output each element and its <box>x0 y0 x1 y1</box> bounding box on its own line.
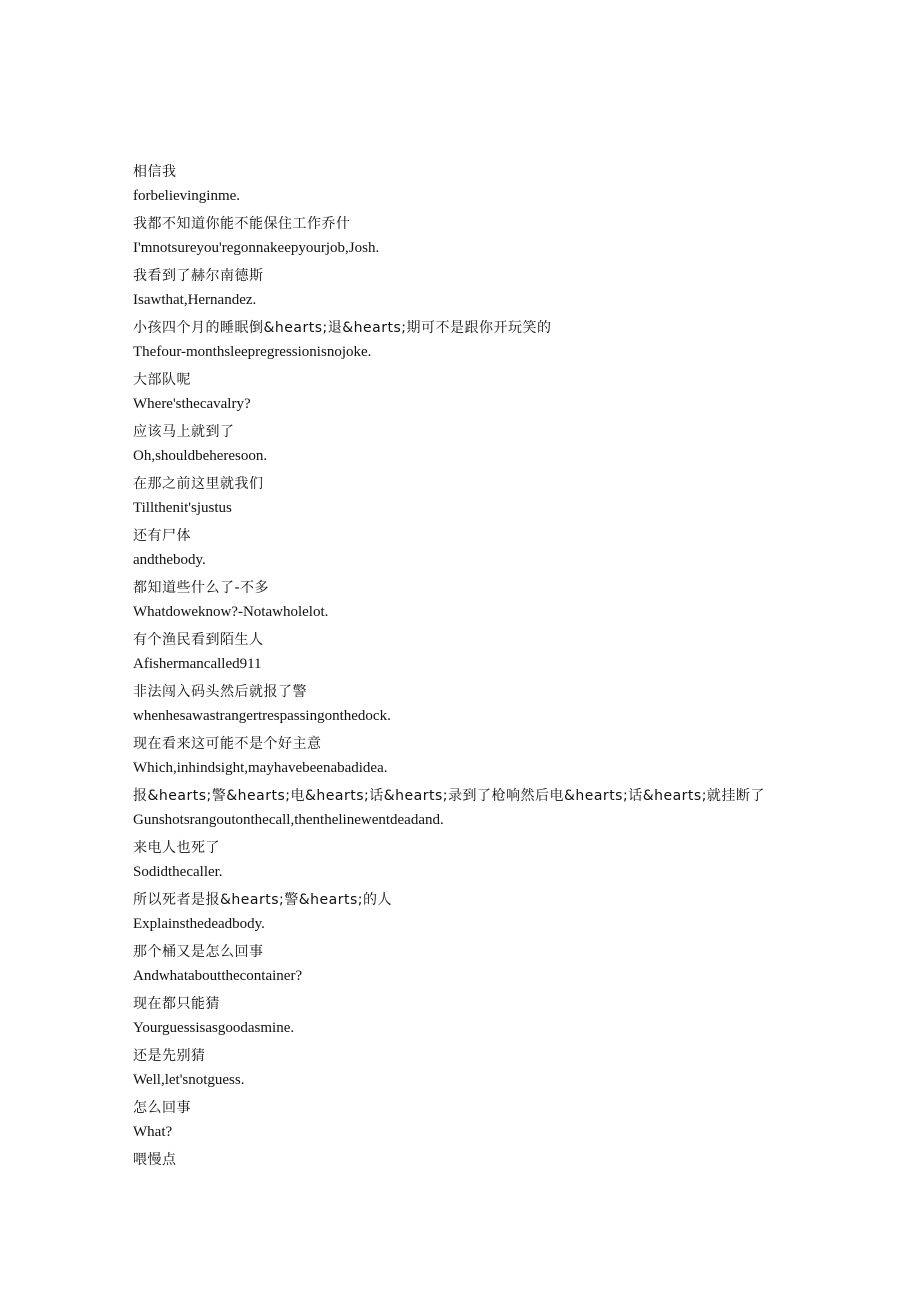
english-subtitle-line: Gunshotsrangoutonthecall,thenthelinewentdeadand. <box>133 812 444 828</box>
chinese-subtitle-line: 所以死者是报&hearts;警&hearts;的人 <box>133 892 392 908</box>
english-subtitle-line: Well,let'snotguess. <box>133 1072 245 1088</box>
english-subtitle-line: andthebody. <box>133 552 206 568</box>
chinese-subtitle-line: 我都不知道你能不能保住工作乔什 <box>133 216 351 232</box>
chinese-subtitle-line: 大部队呢 <box>133 372 191 388</box>
chinese-subtitle-line: 应该马上就到了 <box>133 424 235 440</box>
chinese-subtitle-line: 现在看来这可能不是个好主意 <box>133 736 322 752</box>
english-subtitle-line: Afishermancalled911 <box>133 656 262 672</box>
subtitle-lines <box>133 160 893 1172</box>
english-subtitle-line: Sodidthecaller. <box>133 864 223 880</box>
english-subtitle-line: Which,inhindsight,mayhavebeenabadidea. <box>133 760 388 776</box>
english-subtitle-line: I'mnotsureyou'regonnakeepyourjob,Josh. <box>133 240 380 256</box>
chinese-subtitle-line: 怎么回事 <box>133 1100 191 1116</box>
chinese-subtitle-line: 那个桶又是怎么回事 <box>133 944 264 960</box>
english-subtitle-line: whenhesawastrangertrespassingonthedock. <box>133 708 391 724</box>
chinese-subtitle-line: 还是先别猜 <box>133 1048 206 1064</box>
english-subtitle-line: Thefour-monthsleepregressionisnojoke. <box>133 344 372 360</box>
english-subtitle-line: Where'sthecavalry? <box>133 396 251 412</box>
english-subtitle-line: What? <box>133 1124 173 1140</box>
chinese-subtitle-line: 现在都只能猜 <box>133 996 220 1012</box>
chinese-subtitle-line: 喂慢点 <box>133 1152 177 1168</box>
chinese-subtitle-line: 我看到了赫尔南德斯 <box>133 268 264 284</box>
chinese-subtitle-line: 相信我 <box>133 164 177 180</box>
chinese-subtitle-line: 有个渔民看到陌生人 <box>133 632 264 648</box>
chinese-subtitle-line: 报&hearts;警&hearts;电&hearts;话&hearts;录到了枪响然后电&hearts;话&hearts;就挂断了 <box>133 788 765 804</box>
chinese-subtitle-line: 小孩四个月的睡眠倒&hearts;退&hearts;期可不是跟你开玩笑的 <box>133 320 552 336</box>
english-subtitle-line: Whatdoweknow?-Notawholelot. <box>133 604 329 620</box>
english-subtitle-line: Isawthat,Hernandez. <box>133 292 257 308</box>
chinese-subtitle-line: 非法闯入码头然后就报了警 <box>133 684 307 700</box>
english-subtitle-line: Yourguessisasgoodasmine. <box>133 1020 295 1036</box>
english-subtitle-line: Andwhataboutthecontainer? <box>133 968 303 984</box>
chinese-subtitle-line: 在那之前这里就我们 <box>133 476 264 492</box>
english-subtitle-line: Explainsthedeadbody. <box>133 916 265 932</box>
chinese-subtitle-line: 来电人也死了 <box>133 840 220 856</box>
english-subtitle-line: Tillthenit'sjustus <box>133 500 232 516</box>
chinese-subtitle-line: 还有尸体 <box>133 528 191 544</box>
english-subtitle-line: Oh,shouldbeheresoon. <box>133 448 268 464</box>
english-subtitle-line: forbelievinginme. <box>133 188 241 204</box>
chinese-subtitle-line: 都知道些什么了-不多 <box>133 580 270 596</box>
